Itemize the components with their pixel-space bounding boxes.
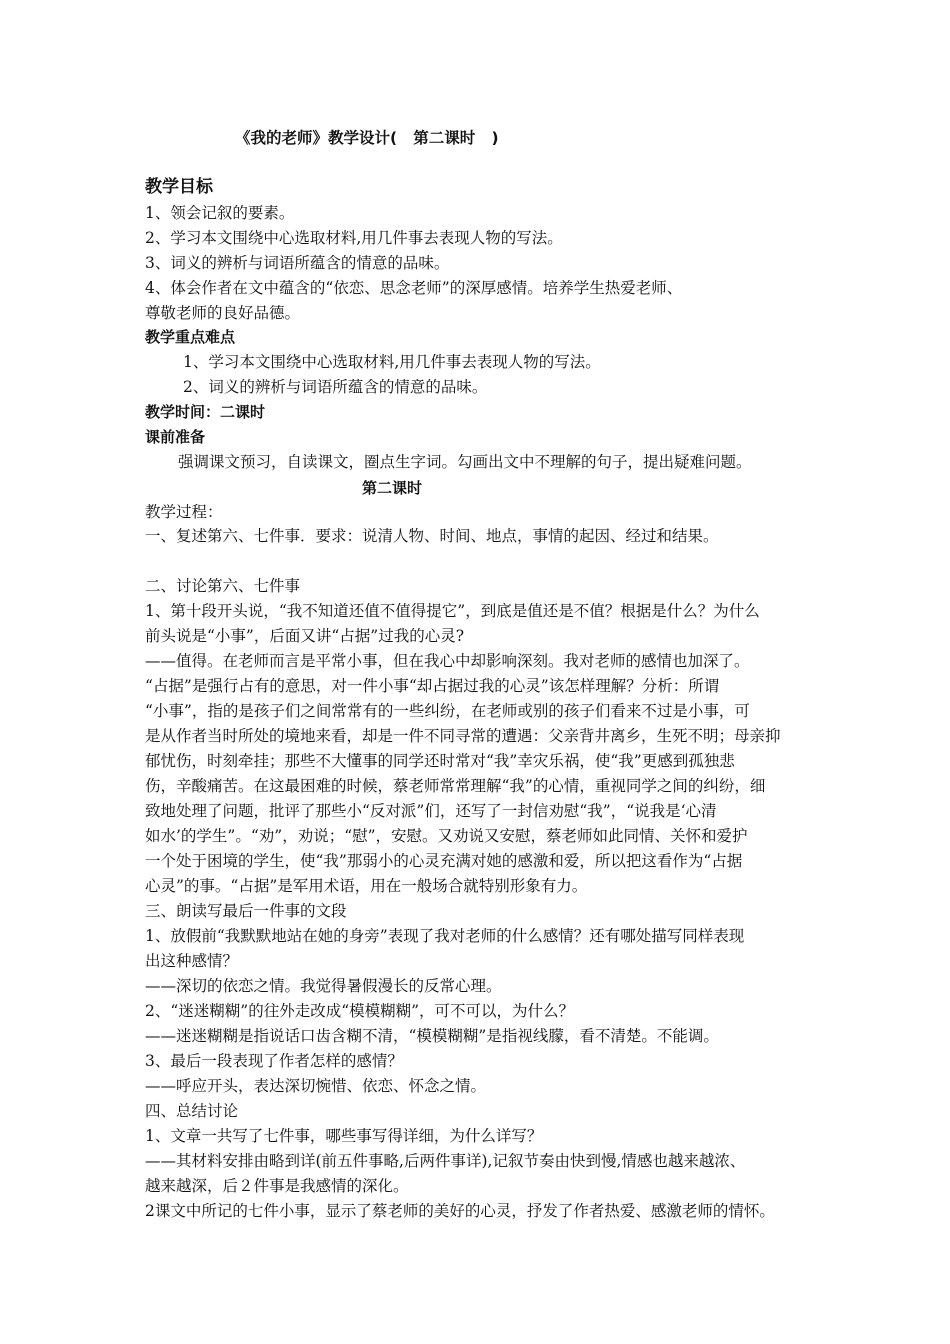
prep-heading: 课前准备 [145,428,206,446]
process-line: 2、“迷迷糊糊”的往外走改成“模模糊糊”，可不可以，为什么？ [145,1002,575,1020]
document-title: 《我的老师》教学设计( 第二课时 ) [235,129,499,147]
process-line: ——迷迷糊糊是指说话口齿含糊不清，“模模糊糊”是指视线朦，看不清楚。不能调。 [145,1027,719,1045]
key-point-item: 2、词义的辨析与词语所蕴含的情意的品味。 [183,378,488,396]
objectives-heading: 教学目标 [145,177,213,197]
process-line: 郁忧伤，时刻牵挂；那些不大懂事的同学还时常对“我”幸灾乐祸，使“我”更感到孤独悲 [145,752,735,770]
objective-item: 2、学习本文围绕中心选取材料,用几件事去表现人物的写法。 [145,229,563,247]
process-line: ——深切的依恋之情。我觉得暑假漫长的反常心理。 [145,977,502,995]
key-points-heading: 教学重点难点 [145,328,236,346]
process-line: 伤，辛酸痛苦。在这最困难的时候，蔡老师常常理解“我”的心情，重视同学之间的纠纷，细 [145,777,766,795]
objective-item: 3、词义的辨析与词语所蕴含的情意的品味。 [145,254,450,272]
process-line: 二、讨论第六、七件事 [145,577,301,595]
process-line: 如水’的学生”。“劝”，劝说；“慰”，安慰。又劝说又安慰，蔡老师如此同情、关怀和爱护 [145,827,748,845]
objective-item: 1、领会记叙的要素。 [145,204,295,222]
process-line: 一个处于困境的学生，使“我”那弱小的心灵充满对她的感激和爱，所以把这看作为“占据 [145,852,743,870]
prep-text: 强调课文预习，自读课文，圈点生字词。勾画出文中不理解的句子，提出疑难问题。 [178,453,752,471]
process-line: 出这种感情？ [145,952,239,970]
key-point-item: 1、学习本文围绕中心选取材料,用几件事去表现人物的写法。 [183,353,601,371]
teaching-time: 教学时间：二课时 [145,403,266,421]
process-line: 是从作者当时所处的境地来看，却是一件不同寻常的遭遇：父亲背井离乡，生死不明；母亲抑 [145,727,781,745]
process-line: 前头说是“小事”，后面又讲“占据”过我的心灵? [145,627,465,645]
process-heading: 教学过程： [145,503,223,521]
process-line: “占据”是强行占有的意思，对一件小事“却占据过我的心灵”该怎样理解？分析：所谓 [145,677,720,695]
process-line: “小事”，指的是孩子们之间常常有的一些纠纷，在老师或别的孩子们看来不过是小事，可 [145,702,750,720]
process-line: ——呼应开头，表达深切惋惜、依恋、怀念之情。 [145,1077,487,1095]
process-line: 心灵”的事。“占据”是军用术语，用在一般场合就特别形象有力。 [145,877,588,895]
process-line: 2课文中所记的七件小事，显示了蔡老师的美好的心灵，抒发了作者热爱、感激老师的情怀。 [145,1202,775,1220]
process-line: 1、第十段开头说，“我不知道还值不值得提它”，到底是值还是不值？根据是什么？为什么 [145,602,760,620]
process-line: 3、最后一段表现了作者怎样的感情？ [145,1052,403,1070]
lesson-heading: 第二课时 [362,479,423,497]
process-line: ——其材料安排由略到详(前五件事略,后两件事详),记叙节奏由快到慢,情感也越来越浓、 [145,1152,746,1170]
process-line: 一、复述第六、七件事．要求：说清人物、时间、地点，事情的起因、经过和结果。 [145,527,719,545]
process-line: 三、朗读写最后一件事的文段 [145,902,347,920]
process-line: ——值得。在老师而言是平常小事，但在我心中却影响深刻。我对老师的感情也加深了。 [145,652,750,670]
process-line: 致地处理了问题，批评了那些小“反对派”们，还写了一封信劝慰“我”，“说我是‘心清 [145,802,717,820]
objective-item: 尊敬老师的良好品德。 [145,304,301,322]
process-line: 越来越深，后２件事是我感情的深化。 [145,1177,409,1195]
objective-item: 4、体会作者在文中蕴含的“依恋、思念老师”的深厚感情。培养学生热爱老师、 [145,279,683,297]
process-line: 1、放假前“我默默地站在她的身旁”表现了我对老师的什么感情？还有哪处描写同样表现 [145,927,745,945]
process-line: 1、文章一共写了七件事，哪些事写得详细，为什么详写？ [145,1127,543,1145]
process-line: 四、总结讨论 [145,1102,239,1120]
